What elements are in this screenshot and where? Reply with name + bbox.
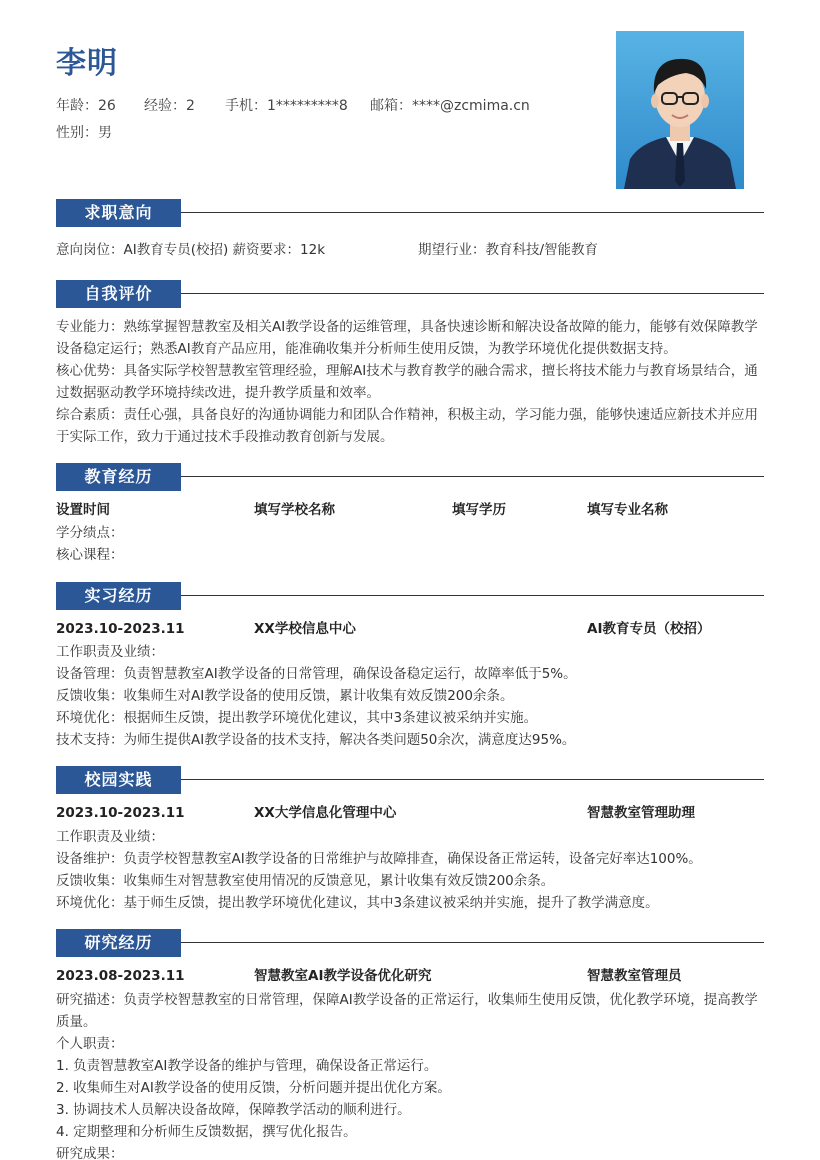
research-line: 研究成果： — [56, 1146, 124, 1160]
profile-photo-illustration — [616, 31, 744, 189]
section-header-internship — [56, 582, 764, 610]
basic-info-row-2 — [56, 122, 112, 142]
campus-line: 设备维护：负责学校智慧教室AI教学设备的日常维护与故障排查，确保设备正常运转，设备完好率达100%。 — [56, 851, 702, 867]
experience-field: 经验：2 — [144, 98, 195, 114]
internship-org: XX学校信息中心 — [254, 621, 356, 637]
education-row — [0, 499, 820, 521]
education-gpa: 学分绩点： — [56, 525, 124, 541]
internship-time: 2023.10-2023.11 — [56, 621, 185, 637]
self-eval-paragraph: 综合素质：责任心强，具备良好的沟通协调能力和团队合作精神，积极主动，学习能力强，能够快速适应新技术并应用于实际工作，致力于通过技术手段推动教育创新与发展。 — [56, 407, 758, 445]
intent-row — [56, 239, 766, 261]
campus-line: 工作职责及业绩： — [56, 829, 164, 845]
research-project: 智慧教室AI教学设备优化研究 — [254, 968, 432, 984]
internship-line: 技术支持：为师生提供AI教学设备的技术支持，解决各类问题50余次，满意度达95%。 — [56, 732, 576, 748]
research-line: 4. 定期整理和分析师生反馈数据，撰写优化报告。 — [56, 1124, 357, 1140]
research-role: 智慧教室管理员 — [587, 968, 682, 984]
education-degree: 填写学历 — [452, 502, 506, 518]
internship-line: 反馈收集：收集师生对AI教学设备的使用反馈，累计收集有效反馈200余条。 — [56, 688, 514, 704]
basic-info-row — [56, 95, 530, 115]
research-description: 研究描述：负责学校智慧教室的日常管理，保障AI教学设备的正常运行，收集师生使用反馈，优化教学环境，提高教学质量。 — [56, 992, 758, 1030]
internship-line: 工作职责及业绩： — [56, 644, 164, 660]
section-divider — [181, 779, 764, 780]
section-title: 研究经历 — [56, 929, 181, 957]
section-header-self-eval — [56, 280, 764, 308]
section-title: 求职意向 — [56, 199, 181, 227]
section-header-education — [56, 463, 764, 491]
internship-line: 环境优化：根据师生反馈，提出教学环境优化建议，其中3条建议被采纳并实施。 — [56, 710, 538, 726]
campus-row — [0, 802, 820, 824]
campus-org: XX大学信息化管理中心 — [254, 805, 397, 821]
campus-line: 环境优化：基于师生反馈，提出教学环境优化建议，其中3条建议被采纳并实施，提升了教学满意度。 — [56, 895, 659, 911]
section-header-intent — [56, 199, 764, 227]
section-title: 自我评价 — [56, 280, 181, 308]
self-eval-paragraph: 核心优势：具备实际学校智慧教室管理经验，理解AI技术与教育教学的融合需求，擅长将技术能力与教育场景结合，通过数据驱动教学环境持续改进，提升教学质量和效率。 — [56, 363, 758, 401]
section-title: 教育经历 — [56, 463, 181, 491]
internship-role: AI教育专员（校招） — [587, 621, 711, 637]
education-time: 设置时间 — [56, 502, 110, 518]
section-title: 校园实践 — [56, 766, 181, 794]
internship-line: 设备管理：负责智慧教室AI教学设备的日常管理，确保设备稳定运行，故障率低于5%。 — [56, 666, 577, 682]
research-line: 3. 协调技术人员解决设备故障，保障教学活动的顺利进行。 — [56, 1102, 411, 1118]
age-field: 年龄：26 — [56, 98, 116, 114]
phone-field: 手机：1*********8 — [225, 98, 348, 114]
section-divider — [181, 293, 764, 294]
research-row — [0, 965, 820, 987]
education-school: 填写学校名称 — [254, 502, 335, 518]
research-time: 2023.08-2023.11 — [56, 968, 185, 984]
education-major: 填写专业名称 — [587, 502, 668, 518]
section-divider — [181, 942, 764, 943]
profile-photo — [616, 31, 744, 189]
campus-role: 智慧教室管理助理 — [587, 805, 695, 821]
research-line: 个人职责： — [56, 1036, 124, 1052]
section-divider — [181, 212, 764, 213]
research-line: 1. 负责智慧教室AI教学设备的维护与管理，确保设备正常运行。 — [56, 1058, 438, 1074]
research-line: 2. 收集师生对AI教学设备的使用反馈，分析问题并提出优化方案。 — [56, 1080, 451, 1096]
email-field: 邮箱：****@zcmima.cn — [370, 98, 530, 114]
internship-row — [0, 618, 820, 640]
self-eval-paragraph: 专业能力：熟练掌握智慧教室及相关AI教学设备的运维管理，具备快速诊断和解决设备故障的能力，能够有效保障教学设备稳定运行；熟悉AI教育产品应用，能准确收集并分析师生使用反馈，为教学环境优化提供数据支持。 — [56, 319, 758, 357]
section-divider — [181, 476, 764, 477]
gender-field: 性别：男 — [56, 125, 112, 141]
education-courses: 核心课程： — [56, 547, 124, 563]
candidate-name: 李明 — [56, 46, 118, 81]
campus-time: 2023.10-2023.11 — [56, 805, 185, 821]
section-title: 实习经历 — [56, 582, 181, 610]
section-header-campus — [56, 766, 764, 794]
campus-line: 反馈收集：收集师生对智慧教室使用情况的反馈意见，累计收集有效反馈200余条。 — [56, 873, 555, 889]
section-header-research — [56, 929, 764, 957]
intent-position-salary: 意向岗位：AI教育专员(校招) 薪资要求：12k — [56, 242, 326, 258]
intent-industry: 期望行业：教育科技/智能教育 — [418, 242, 599, 258]
section-divider — [181, 595, 764, 596]
